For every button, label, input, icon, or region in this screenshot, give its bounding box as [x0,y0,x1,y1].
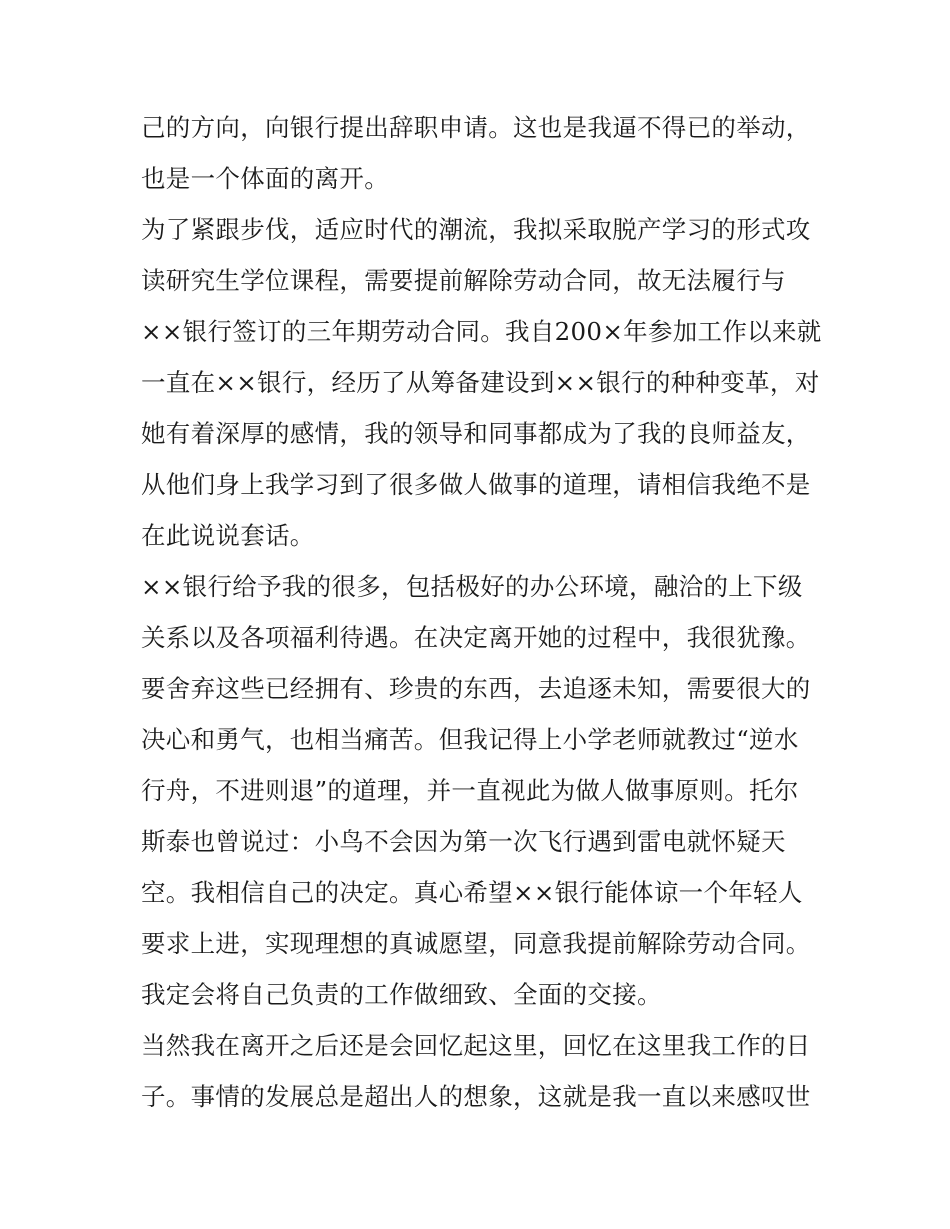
text-line-8: 从他们身上我学习到了很多做人做事的道理，请相信我绝不是 [141,470,811,499]
text-line-12: 要舍弃这些已经拥有、珍贵的东西，去追逐未知，需要很大的 [141,674,811,703]
text-line-14: 行舟，不进则退”的道理，并一直视此为做人做事原则。托尔 [141,776,799,805]
text-line-18: 我定会将自己负责的工作做细致、全面的交接。 [141,980,662,1009]
text-line-3: 为了紧跟步伐，适应时代的潮流，我拟采取脱产学习的形式攻 [141,215,811,244]
text-line-1: 己的方向，向银行提出辞职申请。这也是我逼不得已的举动， [141,113,811,142]
text-line-6: 一直在××银行，经历了从筹备建设到××银行的种种变革，对 [141,368,820,397]
text-line-9: 在此说说套话。 [141,521,315,550]
text-line-19: 当然我在离开之后还是会回忆起这里，回忆在这里我工作的日 [141,1031,811,1060]
text-line-10: ××银行给予我的很多，包括极好的办公环境，融洽的上下级 [141,572,803,601]
text-line-16: 空。我相信自己的决定。真心希望××银行能体谅一个年轻人 [141,878,803,907]
text-line-20: 子。事情的发展总是超出人的想象，这就是我一直以来感叹世 [141,1082,811,1111]
text-line-7: 她有着深厚的感情，我的领导和同事都成为了我的良师益友， [141,419,811,448]
text-line-2: 也是一个体面的离开。 [141,164,389,193]
text-line-15: 斯泰也曾说过：小鸟不会因为第一次飞行遇到雷电就怀疑天 [141,827,786,856]
text-line-11: 关系以及各项福利待遇。在决定离开她的过程中，我很犹豫。 [141,623,811,652]
text-line-13: 决心和勇气，也相当痛苦。但我记得上小学老师就教过“逆水 [141,725,799,754]
text-line-5: ××银行签订的三年期劳动合同。我自200×年参加工作以来就 [141,317,822,346]
text-line-4: 读研究生学位课程，需要提前解除劳动合同，故无法履行与 [141,266,786,295]
resignation-letter-body [141,102,821,1122]
text-line-17: 要求上进，实现理想的真诚愿望，同意我提前解除劳动合同。 [141,929,811,958]
